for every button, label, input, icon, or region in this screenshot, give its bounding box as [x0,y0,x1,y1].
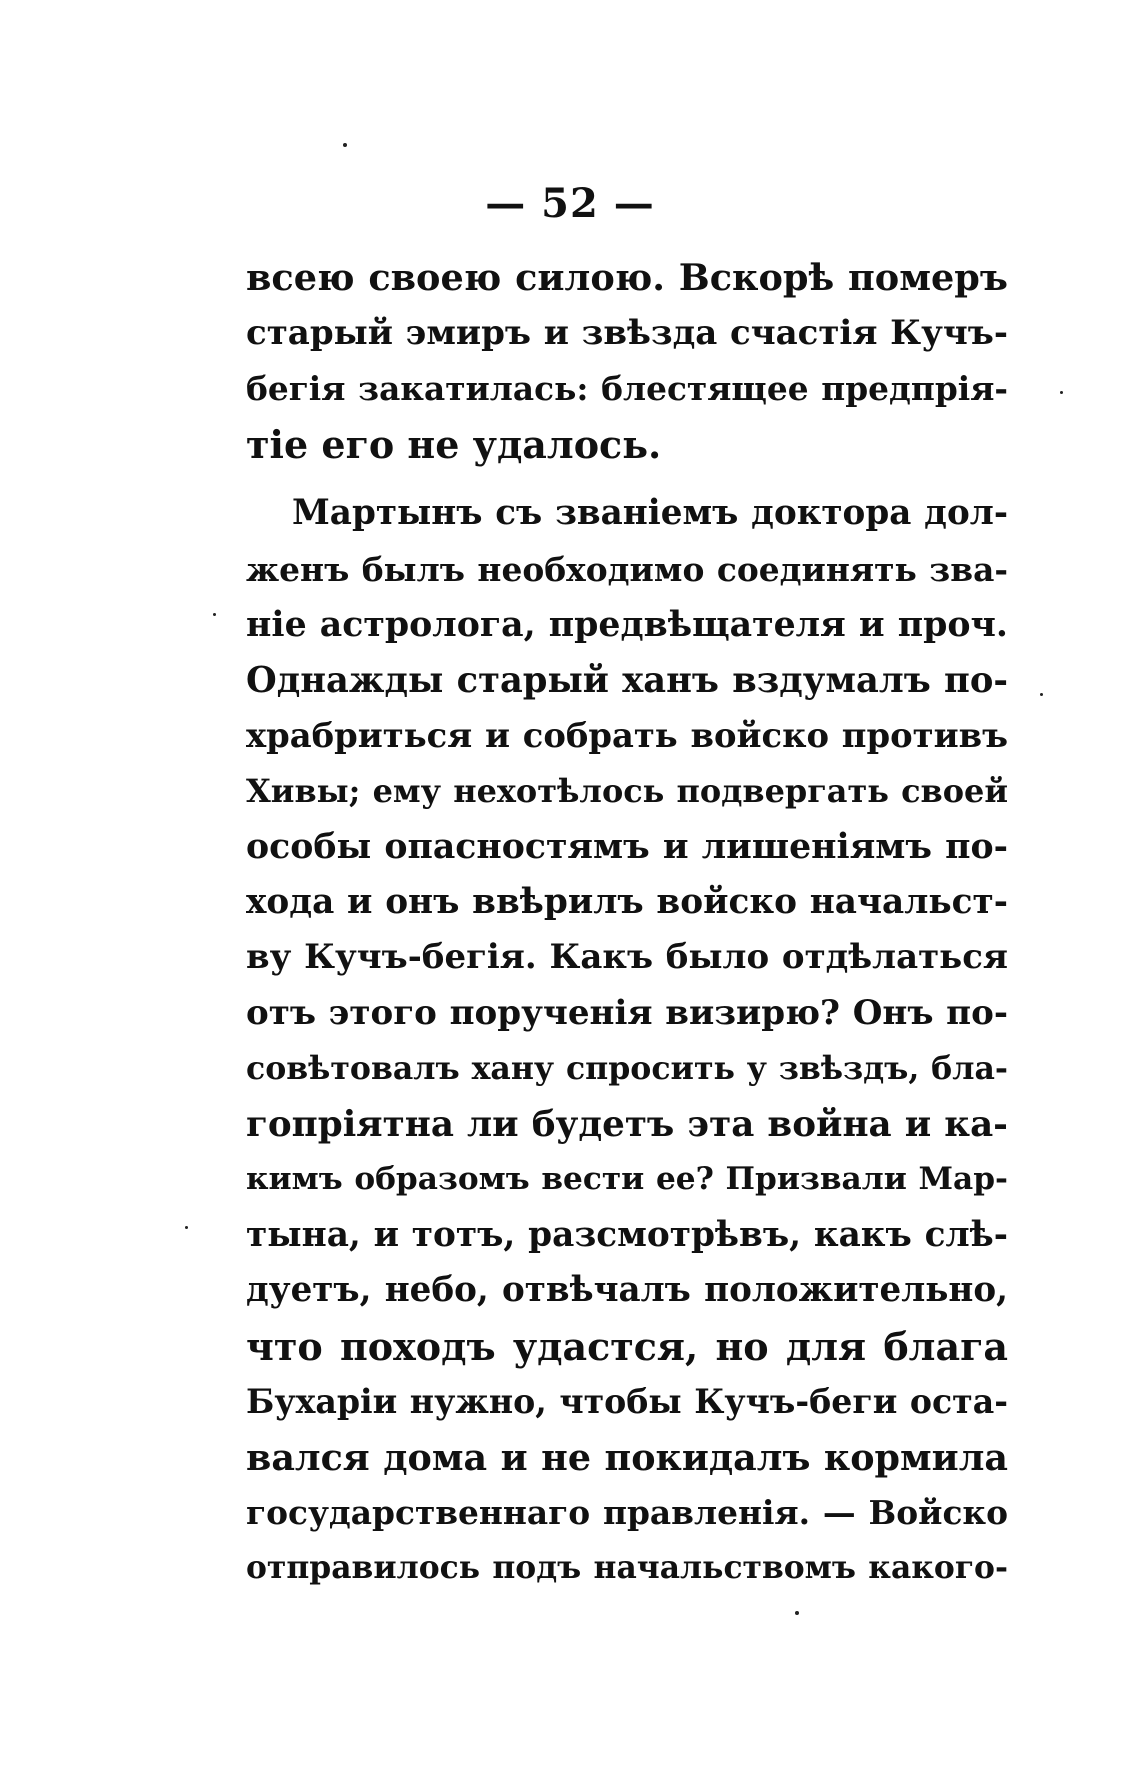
text-line: Однажды старый ханъ вздумалъ по- [246,659,1008,701]
text-line: Мартынъ съ званіемъ доктора дол- [292,493,1008,533]
text-line: ву Кучъ-бегія. Какъ было отдѣлаться [246,937,1008,977]
text-line: ніе астролога, предвѣщателя и проч. [246,604,1008,645]
text-line: всею своею силою. Вскорѣ померъ [246,256,1008,299]
text-line: вался дома и не покидалъ кормила [246,1435,1008,1479]
body-text [246,250,1008,1596]
text-line: тіе его не удалось. [246,421,662,467]
scan-speck [185,1226,188,1229]
text-line: Бухаріи нужно, чтобы Кучъ-беги оста- [246,1382,1008,1421]
text-line: особы опасностямъ и лишеніямъ по- [246,826,1008,867]
text-line: отправилось подъ начальствомъ какого- [246,1549,1008,1586]
text-line: тына, и тотъ, разсмотрѣвъ, какъ слѣ- [246,1214,1008,1255]
paragraph-2 [246,486,1008,1596]
text-line: женъ былъ необходимо соединять зва- [246,549,1008,589]
text-line: что походъ удастся, но для блага [246,1323,1008,1369]
text-line: гопріятна ли будетъ эта война и ка- [246,1102,1008,1145]
text-line: государственнаго правленія. — Войско [246,1493,1008,1532]
text-line: отъ этого порученія визирю? Онъ по- [246,992,1008,1033]
paragraph-1 [246,250,1008,472]
text-line: храбриться и собрать войско противъ [246,715,1008,755]
scan-speck [1040,693,1043,696]
text-line: хода и онъ ввѣрилъ войско начальст- [246,881,1008,922]
text-line: бегія закатилась: блестящее предпрія- [246,369,1008,408]
text-line: дуетъ, небо, отвѣчалъ положительно, [246,1270,1008,1310]
text-line: кимъ образомъ вести ее? Призвали Мар- [246,1161,1008,1197]
page-number: — 52 — [485,180,655,227]
scan-speck [1060,391,1063,394]
scan-speck [343,143,347,147]
text-line: старый эмиръ и звѣзда счастія Кучъ- [246,312,1008,353]
text-line: совѣтовалъ хану спросить у звѣздъ, бла- [246,1050,1008,1087]
scan-speck [795,1611,799,1615]
scan-speck [213,613,216,616]
text-line: Хивы; ему нехотѣлось подвергать своей [246,771,1008,810]
paragraph-gap [246,472,1008,486]
